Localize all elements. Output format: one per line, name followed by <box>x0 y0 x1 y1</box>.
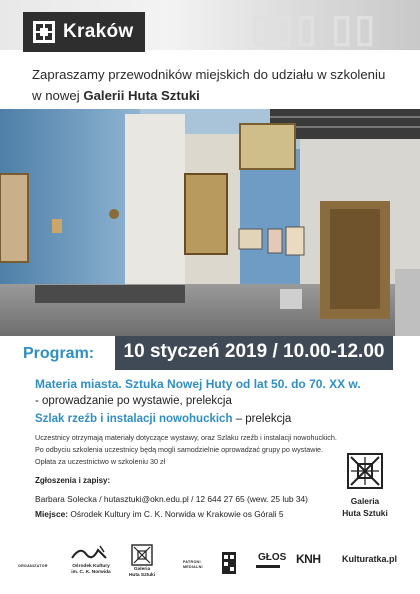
intro-line-1: Zapraszamy przewodników miejskich do udziału w szkoleniu <box>32 67 386 82</box>
glos-underline <box>256 565 280 568</box>
knh-logo: KNH <box>296 552 321 566</box>
footer-logos <box>0 540 420 594</box>
gallery-interior-photo <box>0 109 420 336</box>
trail-title: Szlak rzeźb i instalacji nowohuckich <box>35 413 233 425</box>
footer-gallery-line2: Huta Sztuki <box>128 573 156 578</box>
okn-line2: im. C. K. Norwida <box>71 570 111 575</box>
footer-gallery-icon <box>131 544 153 566</box>
krakow-crest-icon <box>33 21 55 43</box>
okn-logo-text <box>66 564 116 576</box>
header-photo-texture: ▯▯▯ ▯▯ <box>250 8 378 50</box>
event-date-time: 10 styczeń 2019 / 10.00-12.00 <box>123 341 385 362</box>
program-item-tour: - oprowadzanie po wystawie, prelekcja <box>35 395 232 407</box>
krakow-logo <box>23 12 145 52</box>
program-item-exhibition: Materia miasta. Sztuka Nowej Huty od lat 50. do 70. XX w. <box>35 377 361 391</box>
registration-place <box>35 509 284 519</box>
kulturatka-logo: Kulturatka.pl <box>342 554 398 564</box>
date-banner <box>115 336 393 370</box>
place-text: Ośrodek Kultury im C. K. Norwida w Krakowie os Górali 5 <box>68 509 284 519</box>
gallery-logo-line2: Huta Sztuki <box>342 508 388 518</box>
place-label: Miejsce: <box>35 509 69 519</box>
patrons-line2: MEDIALNI <box>183 565 203 569</box>
gallery-logo-line1: Galeria <box>350 496 380 506</box>
intro-line-2 <box>32 88 200 103</box>
note-fee: Opłata za uczestnictwo w szkoleniu 30 zł <box>35 457 166 466</box>
program-item-trail <box>35 413 291 425</box>
trail-suffix: – prelekcja <box>232 413 292 425</box>
patrons-label <box>183 560 203 570</box>
program-heading: Program: <box>23 345 95 362</box>
note-materials: Uczestnicy otrzymają materiały dotyczące wystawy, oraz Szlaku rzeźb i instalacji nowohuckich. <box>35 433 337 442</box>
footer-gallery-text <box>124 567 160 579</box>
gallery-emblem-icon <box>336 453 394 489</box>
gallery-huta-sztuki-logo <box>336 453 394 518</box>
registration-contact: Barbara Solecka / hutasztuki@okn.edu.pl / 12 644 27 65 (wew. 25 lub 34) <box>35 494 308 504</box>
note-guiding: Po odbyciu szkolenia uczestnicy będą mogli samodzielnie oprowadzać grupy po wystawie. <box>35 445 324 454</box>
gallery-name: Galerii Huta Sztuki <box>83 88 200 103</box>
media-patron-logo-1-icon <box>222 552 236 574</box>
intro-box <box>23 52 395 109</box>
city-logo-text: Kraków <box>63 21 134 42</box>
footer-gallery-line1: Galeria <box>133 567 151 572</box>
registration-title: Zgłoszenia i zapisy: <box>35 476 111 485</box>
intro-line-2-prefix: w nowej <box>32 88 84 103</box>
okn-line1: Ośrodek Kultury <box>72 564 110 569</box>
glos-logo: GŁOS <box>258 552 287 563</box>
patrons-line1: PATRONI <box>183 560 201 564</box>
okn-logo-icon <box>70 544 110 562</box>
organizer-label: ORGANIZATOR <box>18 564 48 568</box>
